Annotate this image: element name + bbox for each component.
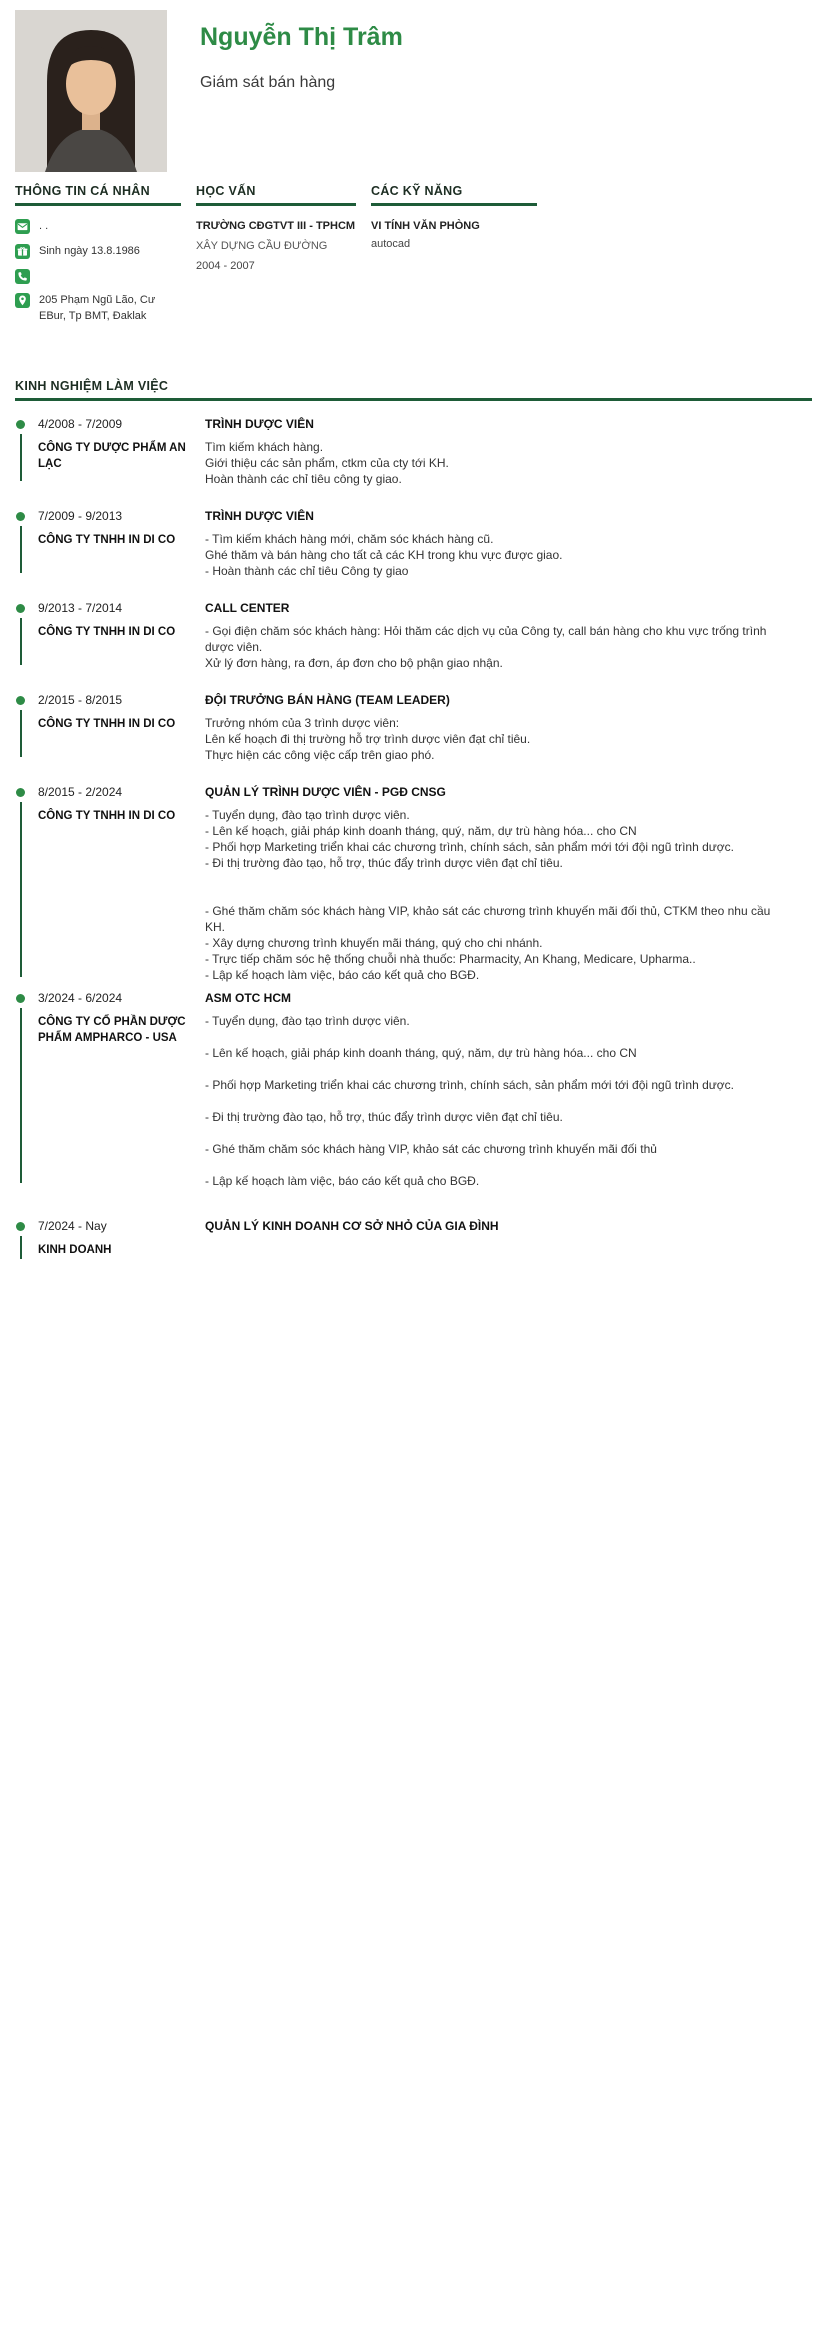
entry-meta <box>38 509 205 579</box>
section-education <box>196 184 356 334</box>
entry-description-line: - Hoàn thành các chỉ tiêu Công ty giao <box>205 563 409 578</box>
section-skills <box>371 184 537 334</box>
entry-description-line: - Tuyển dụng, đào tạo trình dược viên. <box>205 807 410 822</box>
experience-entry <box>15 509 812 579</box>
entry-description-line <box>205 1029 790 1045</box>
entry-company: CÔNG TY TNHH IN DI CO <box>38 533 176 546</box>
entry-description-line: Xử lý đơn hàng, ra đơn, áp đơn cho bộ phận giao nhận. <box>205 655 503 670</box>
entry-description-line <box>205 887 790 903</box>
entry-role: TRÌNH DƯỢC VIÊN <box>205 416 314 431</box>
skills-heading: CÁC KỸ NĂNG <box>371 184 537 206</box>
timeline-dot <box>16 512 25 521</box>
entry-description <box>205 715 805 763</box>
personal-item-text: 205 Phạm Ngũ Lão, Cư EBur, Tp BMT, Đaklak <box>39 293 156 322</box>
entry-role: ĐỘI TRƯỞNG BÁN HÀNG (TEAM LEADER) <box>205 692 450 707</box>
location-icon <box>15 293 30 308</box>
entry-description-line: - Phối hợp Marketing triển khai các chương trình, chính sách, sản phẩm mới tới đội ngũ trình dược. <box>205 1077 734 1092</box>
timeline-line <box>20 802 22 977</box>
experience-list <box>0 417 827 1265</box>
entry-description-line: Trưởng nhóm của 3 trình dược viên: <box>205 715 400 730</box>
entry-description-line: - Tìm kiếm khách hàng mới, chăm sóc khách hàng cũ. <box>205 531 494 546</box>
entry-meta <box>38 1219 205 1265</box>
timeline-dot <box>16 696 25 705</box>
timeline-line <box>20 434 22 481</box>
job-title: Giám sát bán hàng <box>200 74 336 91</box>
entry-description-line: - Ghé thăm chăm sóc khách hàng VIP, khảo sát các chương trình khuyến mãi đối thủ, CTKM theo nhu cầu KH. <box>205 903 771 934</box>
entry-description <box>205 439 805 487</box>
experience-entry <box>15 785 812 983</box>
education-major: XÂY DỰNG CẦU ĐƯỜNG <box>196 240 328 252</box>
entry-company: KINH DOANH <box>38 1243 112 1256</box>
entry-company: CÔNG TY TNHH IN DI CO <box>38 717 176 730</box>
experience-entry <box>15 1219 812 1265</box>
entry-description-line: Hoàn thành các chỉ tiêu công ty giao. <box>205 471 402 486</box>
entry-description-line: Thực hiện các công việc cấp trên giao phó. <box>205 747 435 762</box>
entry-role: ASM OTC HCM <box>205 990 291 1005</box>
page-title: Nguyễn Thị Trâm <box>200 23 403 51</box>
education-heading: HỌC VẤN <box>196 184 356 206</box>
entry-date: 9/2013 - 7/2014 <box>38 600 123 615</box>
personal-item-text: Sinh ngày 13.8.1986 <box>39 244 140 257</box>
entry-detail <box>205 417 805 487</box>
personal-item <box>15 293 181 325</box>
entry-description-line: - Lập kế hoạch làm việc, báo cáo kết quả cho BGĐ. <box>205 1173 480 1188</box>
entry-description-line: - Gọi điện chăm sóc khách hàng: Hỏi thăm các dịch vụ của Công ty, call bán hàng cho khu vực trống trình dược viên. <box>205 623 767 654</box>
entry-role: QUẢN LÝ KINH DOANH CƠ SỞ NHỎ CỦA GIA ĐÌNH <box>205 1218 499 1233</box>
entry-description-line: - Tuyển dụng, đào tạo trình dược viên. <box>205 1013 410 1028</box>
experience-entry <box>15 693 812 763</box>
entry-role: CALL CENTER <box>205 600 290 615</box>
profile-photo-illustration <box>15 10 167 172</box>
entry-description <box>205 531 805 579</box>
entry-company: CÔNG TY CỔ PHẦN DƯỢC PHẨM AMPHARCO - USA <box>38 1015 186 1045</box>
entry-description-line: - Lên kế hoạch, giải pháp kinh doanh tháng, quý, năm, dự trù hàng hóa... cho CN <box>205 1045 637 1060</box>
experience-heading: KINH NGHIỆM LÀM VIỆC <box>15 379 812 401</box>
entry-description-line: - Lập kế hoạch làm việc, báo cáo kết quả cho BGĐ. <box>205 967 480 982</box>
profile-photo <box>15 10 167 172</box>
timeline-line <box>20 1008 22 1183</box>
entry-description-line: Lên kế hoạch đi thị trường hỗ trợ trình dược viên đạt chỉ tiêu. <box>205 731 531 746</box>
info-columns <box>0 184 827 334</box>
entry-description <box>205 1013 805 1189</box>
entry-meta <box>38 785 205 983</box>
entry-description <box>205 623 805 671</box>
entry-description-line: - Ghé thăm chăm sóc khách hàng VIP, khảo sát các chương trình khuyến mãi đối thủ <box>205 1141 657 1156</box>
entry-meta <box>38 601 205 671</box>
experience-entry <box>15 991 812 1189</box>
entry-company: CÔNG TY DƯỢC PHẨM AN LẠC <box>38 441 186 471</box>
timeline-line <box>20 1236 22 1259</box>
entry-description-line <box>205 871 790 887</box>
entry-role: TRÌNH DƯỢC VIÊN <box>205 508 314 523</box>
skill-item-primary: VI TÍNH VĂN PHÒNG <box>371 220 480 232</box>
entry-description-line: - Đi thị trường đào tạo, hỗ trợ, thúc đẩy trình dược viên đạt chỉ tiêu. <box>205 1109 563 1124</box>
entry-company: CÔNG TY TNHH IN DI CO <box>38 809 176 822</box>
education-years: 2004 - 2007 <box>196 260 255 272</box>
entry-description-line <box>205 1093 790 1109</box>
entry-detail <box>205 509 805 579</box>
entry-description-line: Ghé thăm và bán hàng cho tất cả các KH trong khu vực được giao. <box>205 547 563 562</box>
entry-description <box>205 807 805 983</box>
entry-meta <box>38 991 205 1189</box>
section-personal-info <box>15 184 181 334</box>
cv-header <box>0 0 827 172</box>
entry-date: 2/2015 - 8/2015 <box>38 692 123 707</box>
birthday-icon <box>15 244 30 259</box>
entry-date: 7/2024 - Nay <box>38 1218 107 1233</box>
entry-description-line <box>205 1157 790 1173</box>
experience-entry <box>15 417 812 487</box>
experience-entry <box>15 601 812 671</box>
timeline-dot <box>16 788 25 797</box>
entry-description-line <box>205 1061 790 1077</box>
timeline-line <box>20 710 22 757</box>
timeline-line <box>20 526 22 573</box>
entry-description-line: - Trực tiếp chăm sóc hệ thống chuỗi nhà thuốc: Pharmacity, An Khang, Medicare, Upharma.. <box>205 951 696 966</box>
phone-icon <box>15 269 30 284</box>
entry-description-line: Tìm kiếm khách hàng. <box>205 439 324 454</box>
entry-description-line: - Đi thị trường đào tạo, hỗ trợ, thúc đẩy trình dược viên đạt chỉ tiêu. <box>205 855 563 870</box>
entry-date: 4/2008 - 7/2009 <box>38 416 123 431</box>
section-experience <box>0 379 827 1265</box>
entry-detail <box>205 601 805 671</box>
entry-company: CÔNG TY TNHH IN DI CO <box>38 625 176 638</box>
timeline-dot <box>16 1222 25 1231</box>
entry-description-line <box>205 1125 790 1141</box>
header-text <box>167 10 403 172</box>
personal-info-heading: THÔNG TIN CÁ NHÂN <box>15 184 181 206</box>
entry-meta <box>38 693 205 763</box>
personal-item <box>15 244 181 260</box>
entry-detail <box>205 785 805 983</box>
personal-item-text: . . <box>39 220 49 232</box>
personal-item <box>15 219 181 235</box>
entry-date: 7/2009 - 9/2013 <box>38 508 123 523</box>
email-icon <box>15 219 30 234</box>
timeline-dot <box>16 994 25 1003</box>
timeline-line <box>20 618 22 665</box>
entry-detail <box>205 693 805 763</box>
skill-item-secondary: autocad <box>371 238 411 250</box>
entry-description-line: - Lên kế hoạch, giải pháp kinh doanh tháng, quý, năm, dự trù hàng hóa... cho CN <box>205 823 637 838</box>
entry-detail <box>205 991 805 1189</box>
timeline-dot <box>16 420 25 429</box>
entry-detail <box>205 1219 805 1265</box>
timeline-dot <box>16 604 25 613</box>
personal-info-list <box>15 219 181 325</box>
education-school: TRƯỜNG CĐGTVT III - TPHCM <box>196 220 356 232</box>
entry-role: QUẢN LÝ TRÌNH DƯỢC VIÊN - PGĐ CNSG <box>205 784 446 799</box>
entry-meta <box>38 417 205 487</box>
entry-description-line: Giới thiệu các sản phẩm, ctkm của cty tới KH. <box>205 455 449 470</box>
entry-description-line: - Xây dựng chương trình khuyến mãi tháng, quý cho chi nhánh. <box>205 935 543 950</box>
entry-description-line: - Phối hợp Marketing triển khai các chương trình, chính sách, sản phẩm mới tới đội ngũ trình dược. <box>205 839 734 854</box>
entry-date: 3/2024 - 6/2024 <box>38 990 123 1005</box>
personal-item <box>15 269 181 284</box>
entry-date: 8/2015 - 2/2024 <box>38 784 123 799</box>
